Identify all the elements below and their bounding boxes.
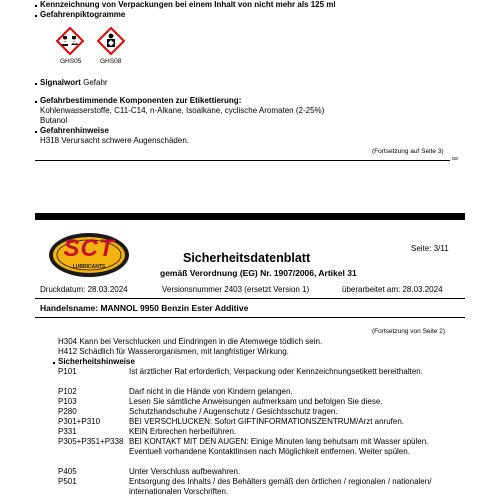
divider — [35, 298, 465, 299]
ghs08-label: GHS08 — [100, 58, 122, 65]
signalwort-line — [40, 78, 108, 88]
p-text: Lesen Sie sämtliche Anweisungen aufmerksam und befolgen Sie diese. — [129, 397, 383, 406]
ueberarbeitet-date: überarbeitet am: 28.03.2024 — [342, 285, 443, 294]
fortsetzung-next: (Fortsetzung auf Seite 3) — [372, 148, 444, 155]
komponenten-line: Butanol — [40, 116, 68, 125]
p-text: Darf nicht in die Hände von Kindern gelangen. — [129, 387, 293, 396]
gefahrenpiktogramme-heading: Gefahrenpiktogramme — [40, 10, 126, 19]
kennzeichnung-heading: Kennzeichnung von Verpackungen bei einem Inhalt von nicht mehr als 125 ml — [40, 0, 336, 9]
bullet — [53, 362, 55, 364]
p-text: KEIN Erbrechen herbeiführen. — [129, 427, 237, 436]
corrosion-icon — [56, 27, 84, 55]
logo-text: SCT — [63, 235, 115, 262]
divider — [35, 160, 450, 161]
signalwort-label: Signalwort — [40, 78, 81, 87]
page-top-bar — [35, 213, 465, 220]
druckdatum: Druckdatum: 28.03.2024 — [40, 285, 128, 294]
bullet — [35, 131, 37, 133]
p-text: Entsorgung des Inhalts / des Behälters gemäß den örtlichen / regionalen / nationalen/ internationalen Vorschriften. — [129, 477, 432, 496]
logo-subtext: LUBRICANTS — [72, 264, 106, 270]
bullet — [35, 83, 37, 85]
hazard-line-h412: H412 Schädlich für Wasserorganismen, mit langfristiger Wirkung. — [58, 347, 289, 356]
divider — [35, 317, 465, 318]
p-text: Schutzhandschuhe / Augenschutz / Gesichtsschutz tragen. — [129, 407, 338, 416]
p-code: P280 — [58, 407, 77, 416]
handelsname: Handelsname: MANNOL 9950 Benzin Ester Additive — [40, 303, 249, 313]
hazard-line-h304: H304 Kann bei Verschlucken und Eindringen in die Atemwege tödlich sein. — [58, 337, 323, 346]
document-title: Sicherheitsdatenblatt — [183, 251, 311, 265]
p-text: Unter Verschluss aufbewahren. — [129, 467, 241, 476]
sicherheitshinweise-heading: Sicherheitshinweise — [58, 357, 135, 366]
p-code: P301+P310 — [58, 417, 101, 426]
fortsetzung-prev: (Fortsetzung von Seite 2) — [372, 328, 445, 335]
p-code: P501 — [58, 477, 77, 486]
versionsnummer: Versionsnummer 2403 (ersetzt Version 1) — [162, 285, 310, 294]
bullet — [35, 5, 37, 7]
p-text: Ist ärztlicher Rat erforderlich, Verpackung oder Kennzeichnungsetikett bereithalten. — [129, 367, 423, 376]
komponenten-heading: Gefahrbestimmende Komponenten zur Etikettierung: — [40, 96, 242, 105]
lang-code: DE — [452, 156, 459, 161]
p-text: BEI KONTAKT MIT DEN AUGEN: Einige Minuten lang behutsam mit Wasser spülen. Eventuell vorhandene Kontaktlinsen nach Möglichkeit entfernen. Weiter spülen. — [129, 437, 429, 456]
health-hazard-icon — [97, 27, 125, 55]
gefahrenhinweise-heading: Gefahrenhinweise — [40, 126, 109, 135]
bullet — [35, 101, 37, 103]
bullet — [35, 15, 37, 17]
komponenten-line: Kohlenwasserstoffe, C11-C14, n-Alkane, Isoalkane, cyclische Aromaten (2-25%) — [40, 106, 325, 115]
p-code: P331 — [58, 427, 77, 436]
signalwort-value: Gefahr — [83, 78, 108, 87]
p-code: P102 — [58, 387, 77, 396]
h318-line: H318 Verursacht schwere Augenschäden. — [40, 136, 189, 145]
p-code: P101 — [58, 367, 77, 376]
document-subtitle: gemäß Verordnung (EG) Nr. 1907/2006, Artikel 31 — [160, 268, 357, 278]
p-code: P405 — [58, 467, 77, 476]
p-code: P103 — [58, 397, 77, 406]
p-code: P305+P351+P338 — [58, 437, 124, 446]
p-text: BEI VERSCHLUCKEN: Sofort GIFTINFORMATIONSZENTRUM/Arzt anrufen. — [129, 417, 405, 426]
page-number: Seite: 3/11 — [411, 244, 449, 253]
ghs05-label: GHS05 — [60, 58, 82, 65]
